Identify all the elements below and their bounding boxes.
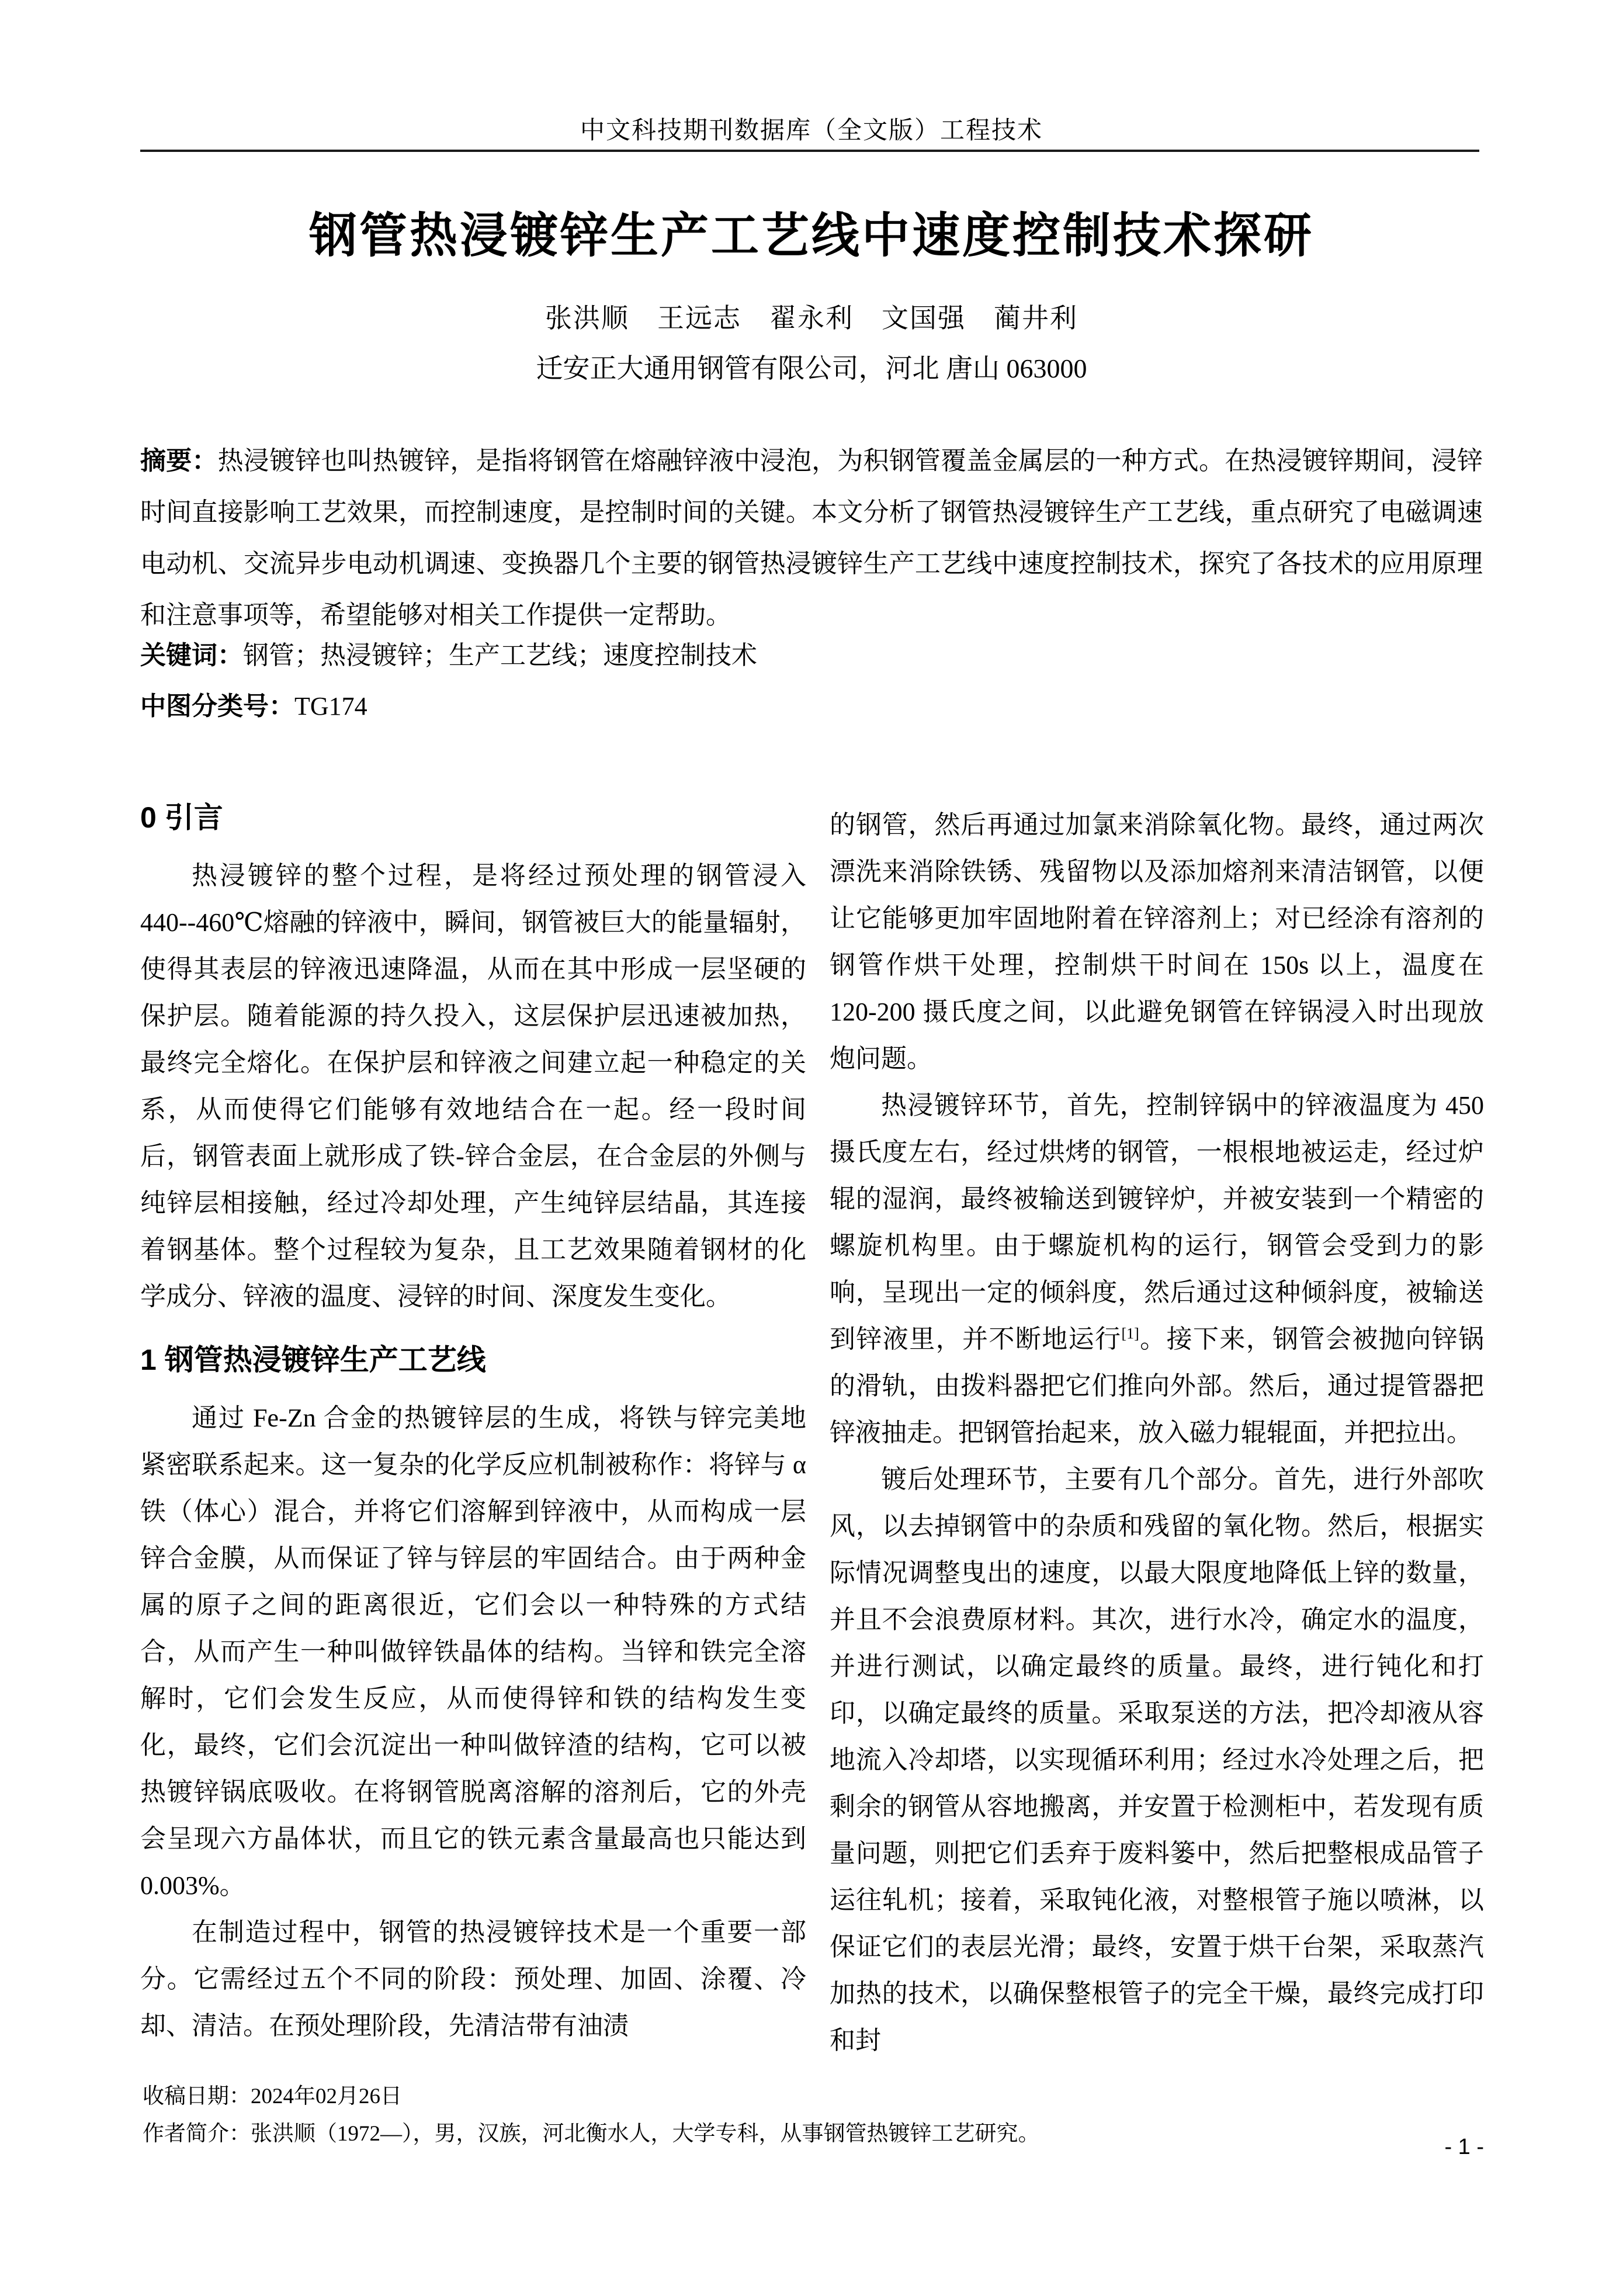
footnote-block xyxy=(143,2078,1171,2153)
section-1-paragraph-1: 通过 Fe-Zn 合金的热镀锌层的生成，将铁与锌完美地紧密联系起来。这一复杂的化学反应机制被称作：将锌与 α 铁（体心）混合，并将它们溶解到锌液中，从而构成一层锌合金膜，从而保证了锌与锌层的牢固结合。由于两种金属的原子之间的距离很近，它们会以一种特殊的方式结合，从而产生一种叫做锌铁晶体的结构。当锌和铁完全溶解时，它们会发生反应，从而使得锌和铁的结构发生变化，最终，它们会沉淀出一种叫做锌渣的结构，它可以被热镀锌锅底吸收。在将钢管脱离溶解的溶剂后，它的外壳会呈现六方晶体状，而且它的铁元素含量最高也只能达到 0.003%。 xyxy=(140,1404,806,1900)
right-column xyxy=(830,802,1484,2064)
keywords-label: 关键词： xyxy=(140,641,243,670)
page-number: - 1 - xyxy=(1444,2135,1484,2159)
affiliation-line: 迁安正大通用钢管有限公司，河北 唐山 063000 xyxy=(536,354,1087,383)
galvanizing-step-paragraph xyxy=(830,1082,1484,1456)
continued-paragraph: 的钢管，然后再通过加氯来消除氧化物。最终，通过两次漂洗来消除铁锈、残留物以及添加熔剂来清洁钢管，以便让它能够更加牢固地附着在锌溶剂上；对已经涂有溶剂的钢管作烘干处理，控制烘干时间在 150s 以上，温度在 120-200 摄氏度之间，以此避免钢管在锌锅浸入时出现放炮问题。 xyxy=(830,811,1484,1073)
section-0-heading: 0 引言 xyxy=(140,801,223,834)
keywords-text: 钢管；热浸镀锌；生产工艺线；速度控制技术 xyxy=(243,641,757,670)
abstract-block xyxy=(140,435,1483,641)
section-0-paragraph: 热浸镀锌的整个过程，是将经过预处理的钢管浸入 440--460℃熔融的锌液中，瞬间，钢管被巨大的能量辐射，使得其表层的锌液迅速降温，从而在其中形成一层坚硬的保护层。随着能源的持久投入，这层保护层迅速被加热，最终完全熔化。在保护层和锌液之间建立起一种稳定的关系，从而使得它们能够有效地结合在一起。经一段时间后，钢管表面上就形成了铁-锌合金层，在合金层的外侧与纯锌层相接触，经过冷却处理，产生纯锌层结晶，其连接着钢基体。整个过程较为复杂，且工艺效果随着钢材的化学成分、锌液的温度、浸锌的时间、深度发生变化。 xyxy=(140,861,806,1311)
clc-text: TG174 xyxy=(294,692,367,721)
post-treatment-paragraph: 镀后处理环节，主要有几个部分。首先，进行外部吹风，以去掉钢管中的杂质和残留的氧化物。然后，根据实际情况调整曳出的速度，以最大限度地降低上锌的数量，并且不会浪费原材料。其次，进行水冷，确定水的温度，并进行测试，以确定最终的质量。最终，进行钝化和打印，以确定最终的质量。采取泵送的方法，把冷却液从容地流入冷却塔，以实现循环利用；经过水冷处理之后，把剩余的钢管从容地搬离，并安置于检测柜中，若发现有质量问题，则把它们丢弃于废料篓中，然后把整根成品管子运往轧机；接着，采取钝化液，对整根管子施以喷淋，以保证它们的表层光滑；最终，安置于烘干台架，采取蒸汽加热的技术，以确保整根管子的完全干燥，最终完成打印和封 xyxy=(830,1465,1484,2055)
article-title: 钢管热浸镀锌生产工艺线中速度控制技术探研 xyxy=(308,209,1314,262)
section-1-heading: 1 钢管热浸镀锌生产工艺线 xyxy=(140,1343,486,1376)
authors-line: 张洪顺 王远志 翟永利 文国强 蔺井利 xyxy=(545,303,1078,333)
section-1-paragraph-2: 在制造过程中，钢管的热浸镀锌技术是一个重要一部分。它需经过五个不同的阶段：预处理、加固、涂覆、冷却、清洁。在预处理阶段，先清洁带有油渍 xyxy=(140,1918,806,2040)
left-column xyxy=(140,798,806,2049)
author-bio-line: 作者简介：张洪顺（1972—），男，汉族，河北衡水人，大学专科，从事钢管热镀锌工艺研究。 xyxy=(143,2122,1040,2146)
clc-label: 中图分类号： xyxy=(140,692,294,721)
received-date-line: 收稿日期：2024年02月26日 xyxy=(143,2084,402,2108)
keywords-block xyxy=(140,630,1483,681)
clc-block xyxy=(140,681,1483,732)
paragraph-text-before-ref: 热浸镀锌环节，首先，控制锌锅中的锌液温度为 450 摄氏度左右，经过烘烤的钢管，一根根地被运走，经过炉辊的湿润，最终被输送到镀锌炉，并被安装到一个精密的螺旋机构里。由于螺旋机构的运行，钢管会受到力的影响，呈现出一定的倾斜度，然后通过这种倾斜度，被输送到锌液里，并不断地运行 xyxy=(830,1091,1484,1353)
citation-ref-marker: [1] xyxy=(1121,1325,1139,1342)
journal-header-line: 中文科技期刊数据库（全文版）工程技术 xyxy=(580,117,1043,144)
header-rule xyxy=(140,150,1479,152)
abstract-label: 摘要： xyxy=(140,446,218,475)
abstract-text: 热浸镀锌也叫热镀锌，是指将钢管在熔融锌液中浸泡，为积钢管覆盖金属层的一种方式。在热浸镀锌期间，浸锌时间直接影响工艺效果，而控制速度，是控制时间的关键。本文分析了钢管热浸镀锌生产工艺线，重点研究了电磁调速电动机、交流异步电动机调速、变换器几个主要的钢管热浸镀锌生产工艺线中速度控制技术，探究了各技术的应用原理和注意事项等，希望能够对相关工作提供一定帮助。 xyxy=(140,446,1483,629)
paragraph-text-after-ref: 。接下来，钢管会被抛向锌锅的滑轨，由拨料器把它们推向外部。然后，通过提管器把锌液抽走。把钢管抬起来，放入磁力辊辊面，并把拉出。 xyxy=(830,1325,1485,1447)
